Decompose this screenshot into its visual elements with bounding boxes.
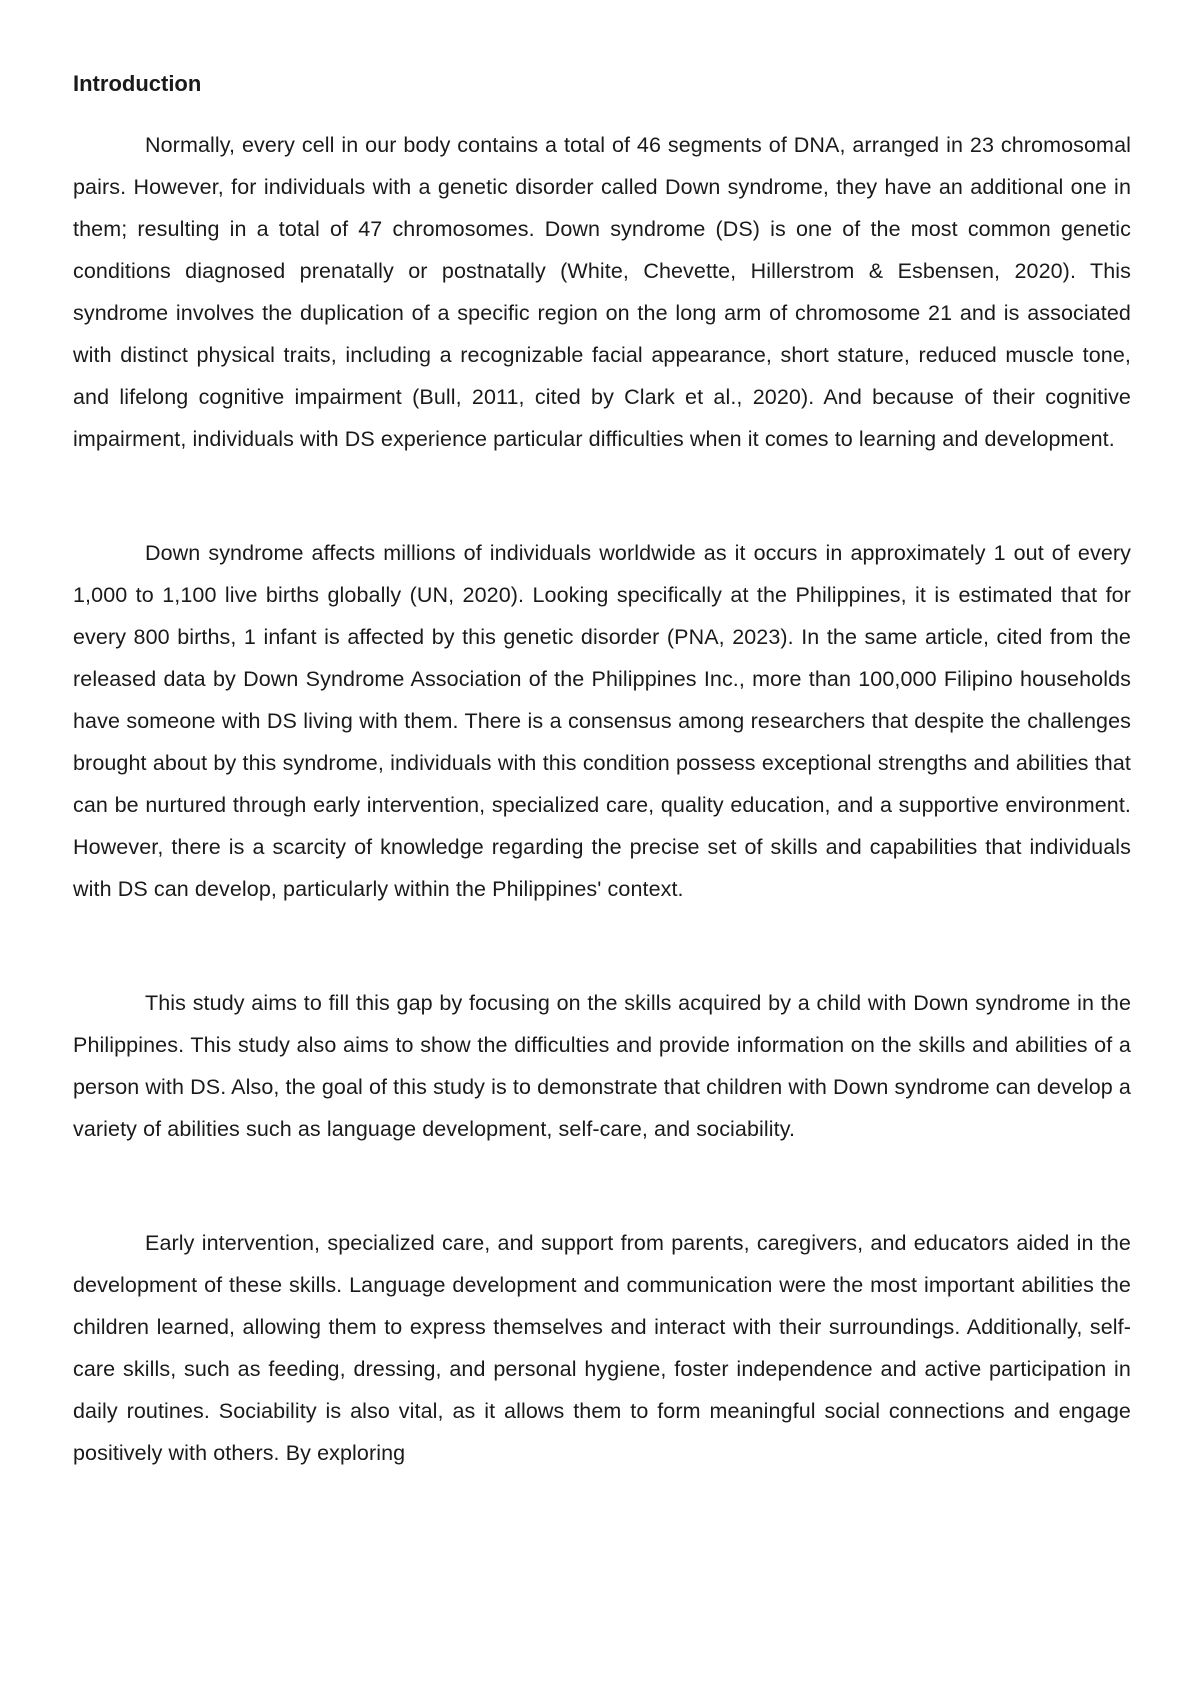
paragraph-4: Early intervention, specialized care, and support from parents, caregivers, and educators aided in the development of these skills. Language development and communication were the most important abilities the children learned, allowing them to express themselves and interact with their surroundings. Additionally, self-care skills, such as feeding, dressing, and personal hygiene, foster independence and active participation in daily routines. Sociability is also vital, as it allows them to form meaningful social connections and engage positively with others. By exploring bbox=[73, 1231, 1131, 1465]
paragraph-1: Normally, every cell in our body contains a total of 46 segments of DNA, arranged in 23 chromosomal pairs. However, for individuals with a genetic disorder called Down syndrome, they have an additional one in them; resulting in a total of 47 chromosomes. Down syndrome (DS) is one of the most common genetic conditions diagnosed prenatally or postnatally (White, Chevette, Hillerstrom & Esbensen, 2020). This syndrome involves the duplication of a specific region on the long arm of chromosome 21 and is associated with distinct physical traits, including a recognizable facial appearance, short stature, reduced muscle tone, and lifelong cognitive impairment (Bull, 2011, cited by Clark et al., 2020). And because of their cognitive impairment, individuals with DS experience particular difficulties when it comes to learning and development. bbox=[73, 133, 1131, 451]
document-page bbox=[73, 70, 1131, 1474]
paragraph-3: This study aims to fill this gap by focusing on the skills acquired by a child with Down syndrome in the Philippines. This study also aims to show the difficulties and provide information on the skills and abilities of a person with DS. Also, the goal of this study is to demonstrate that children with Down syndrome can develop a variety of abilities such as language development, self-care, and sociability. bbox=[73, 991, 1131, 1141]
section-heading: Introduction bbox=[73, 71, 202, 96]
paragraph-2: Down syndrome affects millions of individuals worldwide as it occurs in approximately 1 out of every 1,000 to 1,100 live births globally (UN, 2020). Looking specifically at the Philippines, it is estimated that for every 800 births, 1 infant is affected by this genetic disorder (PNA, 2023). In the same article, cited from the released data by Down Syndrome Association of the Philippines Inc., more than 100,000 Filipino households have someone with DS living with them. There is a consensus among researchers that despite the challenges brought about by this syndrome, individuals with this condition possess exceptional strengths and abilities that can be nurtured through early intervention, specialized care, quality education, and a supportive environment. However, there is a scarcity of knowledge regarding the precise set of skills and capabilities that individuals with DS can develop, particularly within the Philippines' context. bbox=[73, 541, 1131, 901]
